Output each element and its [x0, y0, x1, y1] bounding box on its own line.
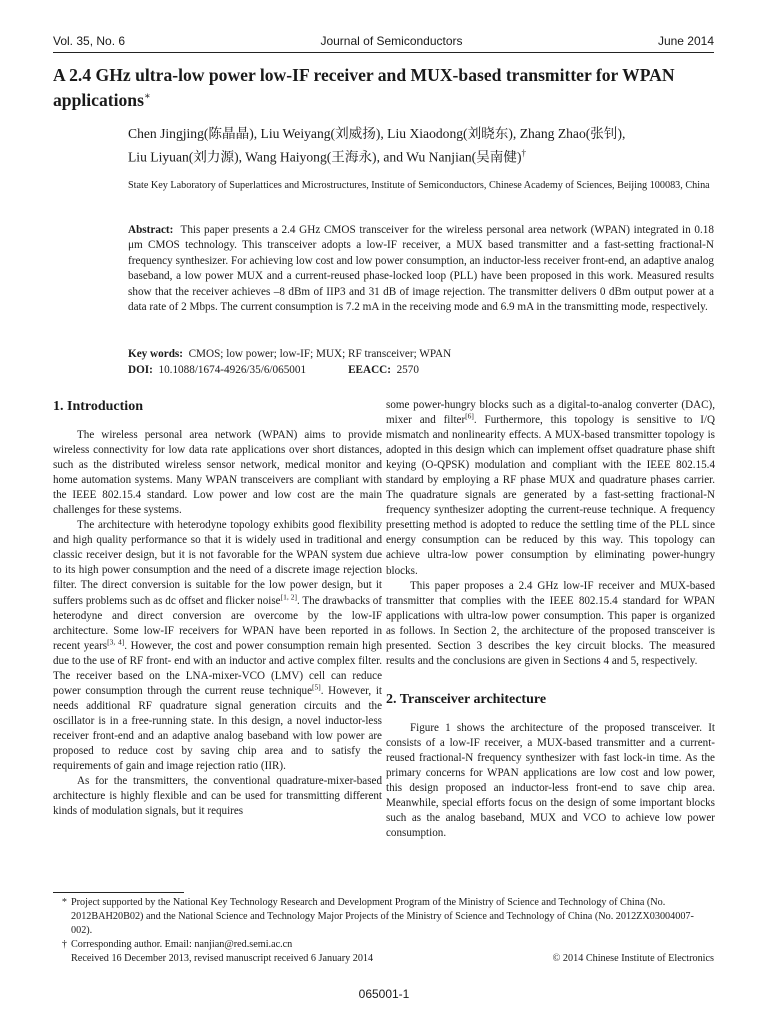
footnotes: [53, 896, 714, 966]
page-number: 065001-1: [358, 987, 410, 1001]
intro-p2-part-a: The architecture with heterodyne topology exhibits good flexibility and high quality performance so that it is widely used in traditional and classic receiver design, but it is not favorable for the WPAN system due to its high power consumption and the need of a discrete image rejection filter. The direct conversion is suitable for the low power design, but it suffers problems such as dc offset and flicker noise: [53, 519, 382, 607]
section-heading-transceiver-architecture: 2. Transceiver architecture: [386, 691, 547, 707]
abstract: [128, 223, 714, 315]
footnote-corresponding-text: Corresponding author. Email: nanjian@red.semi.ac.cn: [71, 939, 293, 950]
intro-paragraph-2: [53, 518, 382, 774]
doi-label: DOI:: [128, 364, 153, 376]
paper-title: [53, 64, 714, 111]
running-header: [53, 34, 714, 48]
keywords-label: Key words:: [128, 348, 183, 360]
architecture-paragraph-1: Figure 1 shows the architecture of the proposed transceiver. It consists of a low-IF receiver, a MUX-based transmitter and a current-reused fractional-N frequency synthesizer with fast lock-in time. As the primary concerns for WPAN applications are low cost and low power, this design proposed an inductor-less front-end to save chip area. Meanwhile, special efforts focus on the design of some important blocks such as the analog baseband, MUX and VCO to achieve low power consumption.: [386, 721, 715, 840]
authors-line-2: Liu Liyuan(刘力源), Wang Haiyong(王海永), and Wu Nanjian(吴南健): [128, 149, 522, 165]
right-p1-part-b: . Furthermore, this topology is sensitive to I/Q mismatch and nonlinearity effects. A MUX-based transmitter topology is adopted in this design which can implement offset quadrature phase shift keying (O-QPSK) modulation and compliant with the IEEE 802.15.4 standard by employing a RF phase MUX and quadrature phases carrier. The quadrature signals are generated by a fast-setting fractional-N frequency synthesizer adopting the current-reuse technique. A frequency presetting method is adopted to reduce the settling time of the PLL since energy consumption can be reduced by this way. This topology can achieve ultra-low power consumption by eliminating power-hungry blocks.: [386, 414, 715, 577]
eeacc-wrap: [348, 362, 419, 378]
authors-line-1: Chen Jingjing(陈晶晶), Liu Weiyang(刘威扬), Liu Xiaodong(刘晓东), Zhang Zhao(张钊),: [128, 126, 626, 141]
intro-paragraph-3: As for the transmitters, the conventional quadrature-mixer-based architecture is highly flexible and can be used for transmitting different kinds of modulation signals, but it requires: [53, 775, 382, 818]
header-rule: [53, 52, 714, 53]
volume-issue: Vol. 35, No. 6: [53, 34, 126, 48]
footnote-corresponding: [53, 938, 714, 952]
doi-value: 10.1088/1674-4926/35/6/065001: [158, 364, 307, 376]
citation-6: [6]: [465, 411, 474, 421]
title-footnote-mark: ∗: [143, 91, 151, 102]
footnote-rule: [53, 892, 184, 893]
citation-3-4: [3, 4]: [107, 636, 125, 646]
right-column: [386, 398, 715, 841]
corresponding-mark: †: [521, 147, 527, 158]
intro-p2-part-c: . However, the cost and power consumption remain high due to the use of RF front- end with an inductor and active complex filter. The receiver based on the LNA-mixer-VCO (LMV) cell can reduce power consumption through the current reuse technique: [53, 639, 383, 697]
affiliation: State Key Laboratory of Superlattices and Microstructures, Institute of Semiconductors, Chinese Academy of Sciences, Beijing 100083, China: [128, 180, 710, 191]
received-copyright-line: [53, 952, 714, 966]
eeacc-value: 2570: [396, 364, 419, 376]
title-text: A 2.4 GHz ultra-low power low-IF receiver and MUX-based transmitter for WPAN applications: [53, 65, 675, 110]
intro-p2-part-d: . However, it needs additional RF quadrature signal generation circuits and the oscillator is in a free-running state. In this design, a novel inductor-less receiver front-end and an adaptive analog baseband with low power are proposed to reduce cost by saving chip area and to satisfy the requirements of gain and image rejection ratio (IIR).: [53, 684, 382, 773]
footnote-funding: [53, 896, 714, 938]
intro-paragraph-4: This paper proposes a 2.4 GHz low-IF receiver and MUX-based transmitter that complies with the IEEE 802.15.4 standard for WPAN applications with ultra-low power consumption. This paper is organized as follows. In Section 2, the architecture of the proposed transceiver is presented. Section 3 describes the key circuit blocks. The measured results and the conclusions are given in Sections 4 and 5, respectively.: [386, 579, 715, 667]
author-list: [128, 124, 714, 167]
intro-paragraph-1: The wireless personal area network (WPAN) aims to provide wireless connectivity for low data rate applications over short distances, such as the distributed wireless sensor network, medical monitor and home automation systems. Many WPAN transceivers are compliant with the IEEE 802.15.4 standard. Low power and low cost are the main challenges for these systems.: [53, 429, 382, 517]
doi-line: [128, 362, 714, 378]
abstract-label: Abstract:: [128, 224, 174, 236]
doi-wrap: [128, 362, 306, 378]
authors-line-2-wrap: [128, 144, 714, 167]
left-column: [53, 398, 382, 819]
keywords-block: [128, 346, 714, 378]
abstract-text: This paper presents a 2.4 GHz CMOS transceiver for the wireless personal area network (WPAN) integrated in 0.18 μm CMOS technology. This transceiver adopts a low-IF receiver, a MUX based transmitter and a fast-setting fractional-N frequency synthesizer. For achieving low cost and low power consumption, an inductor-less receiver front-end, an adaptive analog baseband, a low power MUX and a current-reused phase-locked loop (PLL) have been proposed in this work. Measured results show that the receiver achieves –8 dBm of IIP3 and 31 dB of image rejection. The transmitter delivers 0 dBm output power at a data rate of 2 Mbps. The current consumption is 7.2 mA in the receiving mode and 6.9 mA in the transmitting mode, respectively.: [128, 224, 714, 314]
eeacc-label: EEACC:: [348, 364, 391, 376]
issue-date: June 2014: [657, 34, 714, 48]
journal-name: Journal of Semiconductors: [320, 34, 463, 48]
citation-5: [5]: [312, 682, 321, 692]
citation-1-2: [1, 2]: [280, 591, 297, 601]
footnote-funding-text: Project supported by the National Key Technology Research and Development Program of the Ministry of Science and Technology of China (No. 2012BAH20B02) and the National Science and Technology Major Projects of the Ministry of Science and Technology of China (No. 2012ZX03004007-002).: [71, 897, 694, 936]
footnote-corresponding-mark: †: [61, 939, 67, 950]
section-heading-introduction: 1. Introduction: [53, 399, 143, 414]
intro-p2-part-b: . The drawbacks of heterodyne and direct conversion are overcome by the low-IF architecture. Some low-IF receivers for WPAN have been reported in recent years: [53, 594, 382, 652]
received-dates: Received 16 December 2013, revised manuscript received 6 January 2014: [71, 953, 374, 964]
footnote-funding-mark: *: [61, 897, 67, 908]
intro-paragraph-3-continued: [386, 398, 715, 579]
keywords-text: CMOS; low power; low-IF; MUX; RF transceiver; WPAN: [188, 348, 452, 360]
keywords-line: [128, 346, 714, 362]
right-p1-part-a: some power-hungry blocks such as a digital-to-analog converter (DAC), mixer and filter: [386, 399, 715, 427]
copyright: © 2014 Chinese Institute of Electronics: [552, 953, 714, 964]
